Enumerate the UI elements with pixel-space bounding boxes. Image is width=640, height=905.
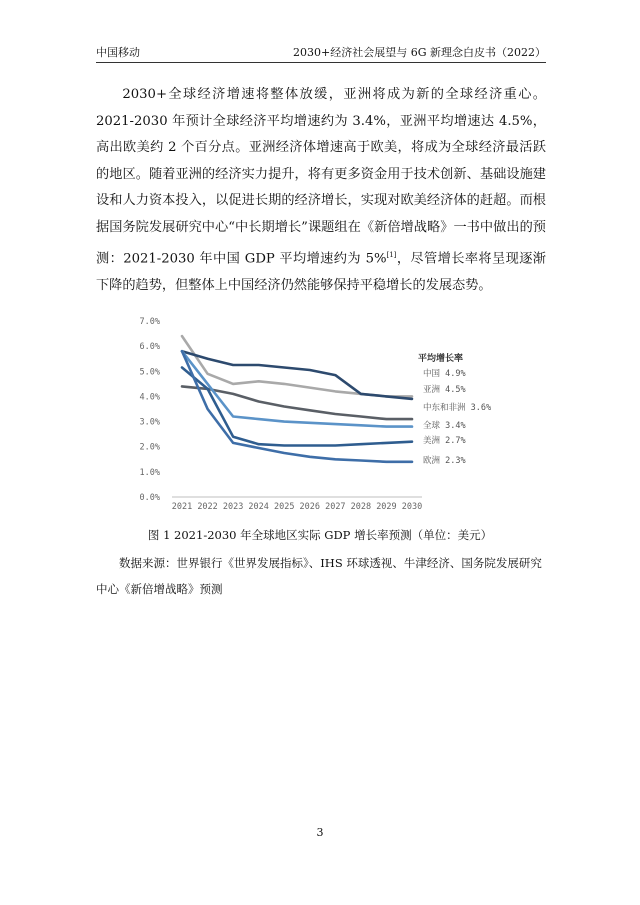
x-tick-label: 2029	[376, 502, 397, 512]
paragraph-text-a: 2030+全球经济增速将整体放缓，亚洲将成为新的全球经济重心。2021-2030 年预计全球经济平均增速约为 3.4%，亚洲平均增速达 4.5%，高出欧美约 2 个百分点。亚洲经济体增速高于欧美，将成为全球经济最活跃的地区。随着亚洲的经济实力提升，将有更多资金用于技术创新、基础设施建设和人力资本投入，以促进长期的经济增长，实现对欧美经济体的赶超。而根据国务院发展研究中心“中长期增长”课题组在《新倍增战略》一书中做出的预测：2021-2030 年中国 GDP 平均增速约为 5%	[96, 87, 546, 266]
series-line-0	[182, 336, 412, 396]
series-line-3	[182, 351, 412, 426]
series-label: 全球 3.4%	[423, 421, 466, 431]
figure-caption: 图 1 2021-2030 年全球地区实际 GDP 增长率预测（单位：美元）	[147, 528, 493, 542]
y-tick-label: 1.0%	[139, 467, 160, 478]
x-tick-label: 2028	[350, 502, 372, 512]
x-tick-label: 2024	[248, 502, 269, 512]
series-label: 亚洲 4.5%	[423, 385, 466, 395]
y-tick-label: 0.0%	[139, 493, 160, 503]
header-doc-title: 2030+经济社会展望与 6G 新理念白皮书（2022）	[293, 46, 546, 59]
series-label: 中国 4.9%	[423, 369, 466, 379]
paragraph	[96, 82, 546, 299]
series-label: 欧洲 2.3%	[423, 456, 466, 466]
gdp-growth-chart	[130, 310, 530, 515]
legend-title: 平均增长率	[418, 354, 464, 364]
x-tick-label: 2027	[325, 502, 346, 512]
y-tick-label: 2.0%	[139, 442, 160, 453]
x-tick-label: 2021	[171, 502, 193, 512]
y-tick-label: 3.0%	[139, 417, 160, 428]
x-tick-label: 2025	[273, 502, 295, 512]
data-source-note: 数据来源：世界银行《世界发展指标》、IHS 环球透视、牛津经济、国务院发展研究中心《新倍增战略》预测	[96, 556, 542, 596]
series-label: 美洲 2.7%	[423, 436, 466, 446]
series-line-2	[182, 386, 412, 419]
series-line-4	[182, 368, 412, 446]
series-label: 中东和非洲 3.6%	[423, 403, 492, 413]
paragraph-text-b: ，尽管增长率将呈现逐渐下降的趋势，但整体上中国经济仍然能够保持平稳增长的发展态势。	[96, 250, 546, 293]
y-tick-label: 4.0%	[139, 392, 160, 403]
x-tick-label: 2030	[401, 502, 423, 512]
page-header	[96, 40, 546, 63]
x-tick-label: 2023	[222, 502, 244, 512]
citation-mark[interactable]: [1]	[386, 250, 397, 259]
header-org: 中国移动	[96, 46, 140, 59]
body-text	[96, 82, 546, 299]
y-tick-label: 5.0%	[139, 367, 160, 378]
x-tick-label: 2022	[197, 502, 218, 512]
page-number: 3	[316, 826, 324, 839]
x-tick-label: 2026	[299, 502, 321, 512]
y-tick-label: 7.0%	[139, 317, 160, 327]
y-tick-label: 6.0%	[139, 342, 160, 353]
